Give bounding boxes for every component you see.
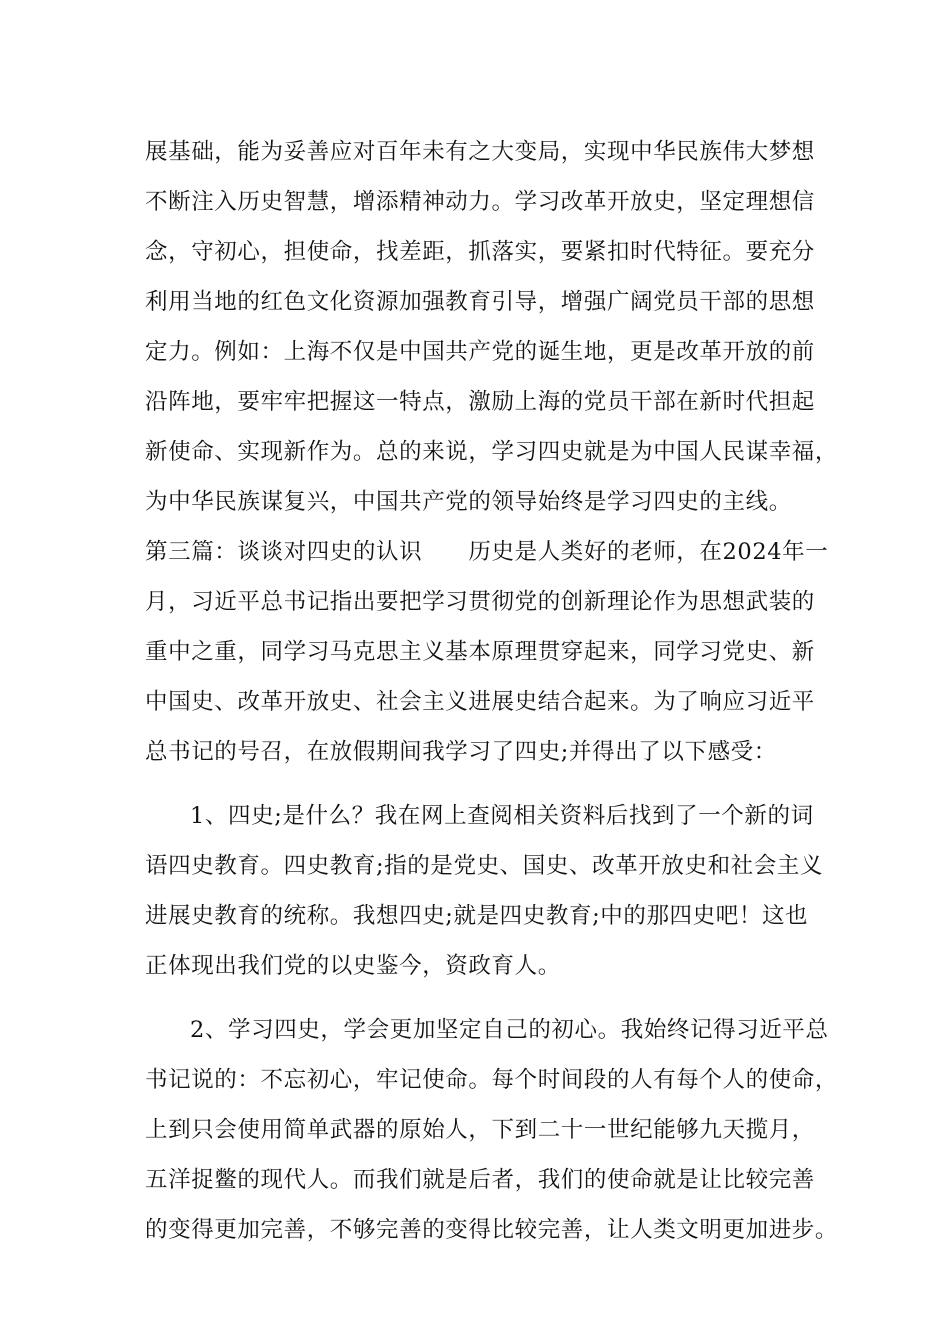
text-line: 进展史教育的统称。我想四史;就是四史教育;中的那四史吧！这也 xyxy=(145,903,809,929)
text-line: 1、四史;是什么？我在网上查阅相关资料后找到了一个新的词 xyxy=(190,803,814,829)
text-line: 重中之重，同学习马克思主义基本原理贯穿起来，同学习党史、新 xyxy=(145,639,815,665)
text-line: 念，守初心，担使命，找差距，抓落实，要紧扣时代特征。要充分 xyxy=(145,239,815,265)
text-line: 利用当地的红色文化资源加强教育引导，增强广阔党员干部的思想 xyxy=(145,289,815,315)
text-line: 为中华民族谋复兴，中国共产党的领导始终是学习四史的主线。 xyxy=(145,489,792,515)
text-line: 书记说的：不忘初心，牢记使命。每个时间段的人有每个人的使命， xyxy=(145,1067,839,1093)
text-line: 月，习近平总书记指出要把学习贯彻党的创新理论作为思想武装的 xyxy=(145,589,815,615)
text-line: 第三篇：谈谈对四史的认识 历史是人类好的老师，在2024年一 xyxy=(145,539,829,565)
text-line: 2、学习四史，学会更加坚定自己的初心。我始终记得习近平总 xyxy=(190,1017,829,1043)
text-line: 定力。例如：上海不仅是中国共产党的诞生地，更是改革开放的前 xyxy=(145,339,815,365)
text-line: 展基础，能为妥善应对百年未有之大变局，实现中华民族伟大梦想 xyxy=(145,139,815,165)
text-line: 正体现出我们党的以史鉴今，资政育人。 xyxy=(145,953,561,979)
text-line: 上到只会使用简单武器的原始人，下到二十一世纪能够九天揽月， xyxy=(145,1117,815,1143)
text-line: 的变得更加完善，不够完善的变得比较完善，让人类文明更加进步。 xyxy=(145,1217,839,1243)
text-line: 中国史、改革开放史、社会主义进展史结合起来。为了响应习近平 xyxy=(145,689,815,715)
text-line: 总书记的号召，在放假期间我学习了四史;并得出了以下感受： xyxy=(145,739,777,765)
text-line: 新使命、实现新作为。总的来说，学习四史就是为中国人民谋幸福， xyxy=(145,439,839,465)
text-line: 语四史教育。四史教育;指的是党史、国史、改革开放史和社会主义 xyxy=(145,853,824,879)
text-line: 五洋捉鳖的现代人。而我们就是后者，我们的使命就是让比较完善 xyxy=(145,1167,815,1193)
text-line: 沿阵地，要牢牢把握这一特点，激励上海的党员干部在新时代担起 xyxy=(145,389,815,415)
text-line: 不断注入历史智慧，增添精神动力。学习改革开放史，坚定理想信 xyxy=(145,189,815,215)
